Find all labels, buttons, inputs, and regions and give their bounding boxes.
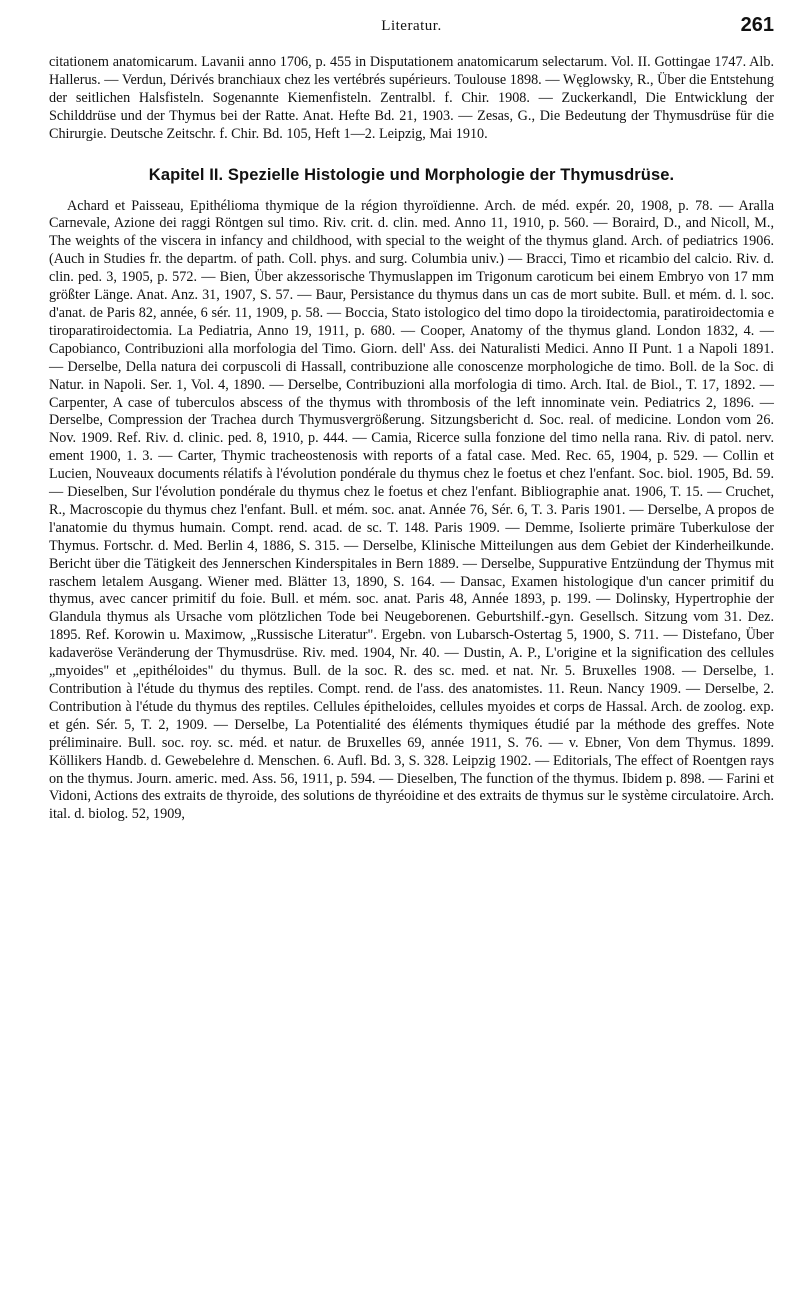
page-number: 261: [740, 14, 774, 36]
chapter-heading: Kapitel II. Spezielle Histologie und Morphologie der Thymusdrüse.: [148, 165, 675, 184]
bibliography-paragraph: Achard et Paisseau, Epithélioma thymique de la région thyroïdienne. Arch. de méd. expér. 20, 1908, p. 78. — Aralla Carnevale, Azione dei raggi Röntgen sul timo. Riv. crit. d. clin. med. Anno 11, 1910, p. 560. — Boraird, D., and Nicoll, M., The weights of the viscera in infancy and childhood, with special to the weight of the thymus gland. Arch. of pediatrics 1906. (Auch in Studies fr. the departm. of path. Coll. phys. and surg. Columbia univ.) — Bracci, Timo et ricambio del calcio. Riv. d. clin. ped. 3, 1905, p. 572. — Bien, Über akzessorische Thymuslappen im Trigonum caroticum bei einem Embryo von 17 mm größter Länge. Anat. Anz. 31, 1907, S. 57. — Baur, Persistance du thymus dans un cas de mort subite. Bull. et mém. d. l. soc. d'anat. de Paris 82, année, 6 sér. 11, 1909, p. 58. — Boccia, Stato istologico del timo dopo la tiroidectomia, paratiroidectomia e tiroparatiroidectomia. La Pediatria, Anno 19, 1911, p. 680. — Cooper, Anatomy of the thymus gland. London 1832, 4. — Capobianco, Contribuzioni alla morfologia del Timo. Giorn. dell' Ass. dei Naturalisti Medici. Anno II Punt. 1 a Napoli 1891. — Derselbe, Della natura dei corpuscoli di Hassall, contribuzione alle conoscenze morphologiche de timo. Boll. de la Soc. di Natur. in Napoli. Ser. 1, Vol. 4, 1890. — Derselbe, Contribuzioni alla morfologia di timo. Arch. Ital. de Biol., T. 17, 1892. — Carpenter, A case of tuberculos abscess of the thymus with thrombosis of the left innominate vein. Pediatrics 2, 1896. — Derselbe, Compression der Trachea durch Thymusvergrößerung. Sitzungsbericht d. Soc. real. of medicine. London vom 26. Nov. 1909. Ref. Riv. d. clinic. ped. 8, 1910, p. 444. — Camia, Ricerce sulla fonzione del timo nella rana. Riv. di patol. nerv. ement 1900, 1. 3. — Carter, Thymic tracheostenosis with reports of a fatal case. Med. Rec. 65, 1904, p. 529. — Collin et Lucien, Nouveaux documents rélatifs à l'évolution pondérale du thymus chez le foetus et chez l'enfant. Soc. biol. 1905, Bd. 59. — Dieselben, Sur l'évolution pondérale du thymus chez le foetus et chez l'enfant. Bibliographie anat. 1906, T. 15. — Cruchet, R., Macroscopie du thymus chez l'enfant. Bull. et mém. soc. anat. Année 76, Sér. 6, T. 3. Paris 1901. — Derselbe, A propos de l'anatomie du thymus humain. Compt. rend. acad. de sc. T. 148. Paris 1909. — Demme, Isolierte primäre Tuberkulose der Thymus. Fortschr. d. Med. Berlin 4, 1886, S. 315. — Derselbe, Klinische Mitteilungen aus dem Gebiet der Kinderheilkunde. Bericht über die Tätigkeit des Jennerschen Kinderspitales in Bern 1889. — Derselbe, Suppurative Entzündung der Thymus mit raschem letalem Ausgang. Wiener med. Blätter 13, 1890, S. 164. — Dansac, Examen histologique d'un cancer primitif du thymus, avec cancer primitif du foie. Bull. et mém. soc. anat. Paris 48, Année 1893, p. 199. — Dolinsky, Hypertrophie der Glandula thymus als Ursache vom plötzlichen Tode bei Neugeborenen. Geburtshilf.-gyn. Gesellsch. Sitzung vom 31. Dez. 1895. Ref. Korowin u. Maximow, „Russische Literatur". Ergebn. von Lubarsch-Ostertag 5, 1900, S. 711. — Distefano, Über kadaveröse Veränderung der Thymusdrüse. Riv. med. 1904, Nr. 40. — Dustin, A. P., L'origine et la signification des cellules „myoides" et „epithéloides" du thymus. Bull. de la soc. R. des sc. med. et nat. Nr. 5. Bruxelles 1908. — Derselbe, 1. Contribution à l'étude du thymus des reptiles. Compt. rend. de l'ass. des anatomistes. 11. Reun. Nancy 1909. — Derselbe, 2. Contribution à l'étude du thymus des reptiles. Cellules épitheloides, cellules myoides et corps de Hassal. Arch. de zoolog. exp. et gén. Sér. 5, T. 2, 1909. — Derselbe, La Potentialité des éléments thymiques étudié par la méthode des greffes. Note préliminaire. Bull. soc. roy. sc. méd. et natur. de Bruxelles 69, année 1911, S. 76. — v. Ebner, Von dem Thymus. 1899. Köllikers Handb. d. Gewebelehre d. Menschen. 6. Aufl. Bd. 3, S. 328. Leipzig 1902. — Editorials, The effect of Roentgen rays on the thymus. Journ. americ. med. Ass. 56, 1911, p. 594. — Dieselben, The function of the thymus. Ibidem p. 898. — Farini et Vidoni, Actions des extraits de thyroide, des solutions de thyréoidine et des extraits de thymus sur le système circulatoire. Arch. ital. d. biolog. 52, 1909,: [49, 197, 774, 823]
book-page: [49, 14, 774, 824]
running-head-title: Literatur.: [381, 18, 442, 34]
running-head: [49, 14, 774, 38]
carryover-bibliography-paragraph: citationem anatomicarum. Lavanii anno 1706, p. 455 in Disputationem anatomicarum selectarum. Vol. II. Gottingae 1747. Alb. Hallerus. — Verdun, Dérivés branchiaux chez les vertébrés supérieurs. Toulouse 1898. — Węglowsky, R., Über die Entstehung der seitlichen Halsfisteln. Sogenannte Kiemenfisteln. Zentralbl. f. Chir. 1908. — Zuckerkandl, Die Entwicklung der Schilddrüse und der Thymus bei der Ratte. Anat. Hefte Bd. 21, 1903. — Zesas, G., Die Bedeutung der Thymusdrüse für die Chirurgie. Deutsche Zeitschr. f. Chir. Bd. 105, Heft 1—2. Leipzig, Mai 1910.: [49, 54, 774, 142]
